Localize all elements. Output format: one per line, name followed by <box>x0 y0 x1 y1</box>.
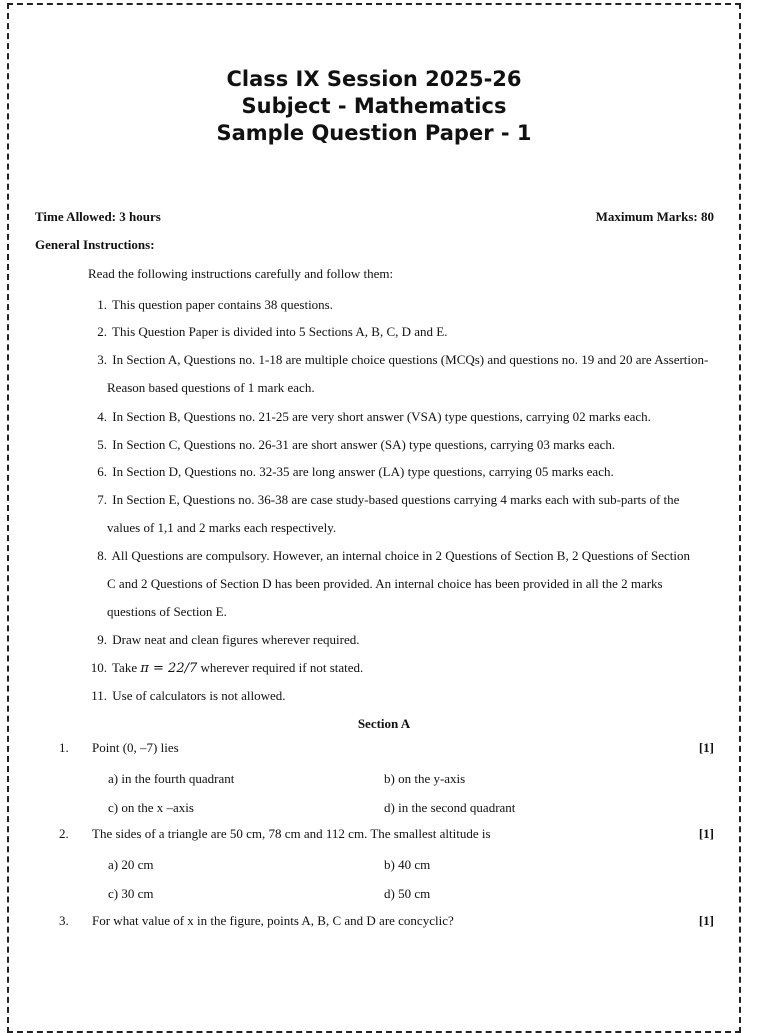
instruction-text: In Section C, Questions no. 26-31 are short answer (SA) type questions, carrying 03 marks each. <box>112 437 616 452</box>
instruction-item <box>93 297 333 313</box>
question-text: Point (0, –7) lies <box>92 740 179 755</box>
instruction-number: 2. <box>97 324 107 339</box>
instruction-item <box>93 632 360 648</box>
question-marks: [1] <box>698 740 714 755</box>
instruction-text-post: wherever required if not stated. <box>197 660 364 675</box>
instruction-continuation: Reason based questions of 1 mark each. <box>107 380 315 395</box>
instruction-number: 3. <box>97 352 107 367</box>
instruction-item <box>93 437 615 453</box>
instruction-text: This Question Paper is divided into 5 Sections A, B, C, D and E. <box>112 324 448 339</box>
instruction-text-pre: Take <box>112 660 141 675</box>
instruction-item <box>93 409 651 425</box>
instruction-item <box>87 660 363 676</box>
question-number: 2. <box>59 826 69 841</box>
option-b: b) 40 cm <box>384 857 431 872</box>
instruction-text: In Section A, Questions no. 1-18 are multiple choice questions (MCQs) and questions no. 19 and 20 are Assertion- <box>112 352 709 367</box>
instruction-text: Draw neat and clean figures wherever required. <box>112 632 360 647</box>
instruction-number: 11. <box>91 688 107 703</box>
question-number: 3. <box>59 913 69 928</box>
time-allowed: Time Allowed: 3 hours <box>35 209 161 224</box>
question-marks: [1] <box>698 826 714 841</box>
instruction-item <box>93 492 679 508</box>
instruction-continuation: C and 2 Questions of Section D has been provided. An internal choice has been provided in all the 2 marks <box>107 576 663 591</box>
option-a: a) in the fourth quadrant <box>108 771 235 786</box>
page-border <box>7 3 741 1033</box>
paper-header <box>0 66 748 147</box>
section-a-title: Section A <box>357 716 411 731</box>
instruction-number: 1. <box>97 297 107 312</box>
question-number: 1. <box>59 740 69 755</box>
instruction-item <box>93 352 708 368</box>
instruction-text: In Section B, Questions no. 21-25 are very short answer (VSA) type questions, carrying 02 marks each. <box>112 409 651 424</box>
paper-title-line3: Sample Question Paper - 1 <box>216 121 532 145</box>
instruction-text: This question paper contains 38 questions. <box>112 297 333 312</box>
option-a: a) 20 cm <box>108 857 154 872</box>
maximum-marks: Maximum Marks: 80 <box>595 209 714 224</box>
instruction-item <box>93 464 614 480</box>
pi-formula: π = 22/7 <box>140 661 198 676</box>
question-marks: [1] <box>698 913 714 928</box>
instruction-text: All Questions are compulsory. However, an internal choice in 2 Questions of Section B, 2 Questions of Section <box>111 548 691 563</box>
question-text: The sides of a triangle are 50 cm, 78 cm and 112 cm. The smallest altitude is <box>92 826 491 841</box>
option-b: b) on the y-axis <box>384 771 466 786</box>
instruction-number: 5. <box>97 437 107 452</box>
instruction-number: 6. <box>97 464 107 479</box>
option-d: d) in the second quadrant <box>384 800 516 815</box>
option-d: d) 50 cm <box>384 886 431 901</box>
instruction-item <box>93 548 690 564</box>
instruction-number: 4. <box>97 409 107 424</box>
instruction-number: 8. <box>97 548 107 563</box>
instruction-text: Use of calculators is not allowed. <box>112 688 286 703</box>
instruction-continuation: values of 1,1 and 2 marks each respectively. <box>107 520 337 535</box>
instruction-number: 7. <box>97 492 107 507</box>
paper-title-line1: Class IX Session 2025-26 <box>226 67 522 91</box>
instruction-item <box>87 688 286 704</box>
instruction-item <box>93 324 447 340</box>
option-c: c) on the x –axis <box>108 800 194 815</box>
question-text: For what value of x in the figure, points A, B, C and D are concyclic? <box>92 913 454 928</box>
option-c: c) 30 cm <box>108 886 154 901</box>
instruction-text: In Section D, Questions no. 32-35 are long answer (LA) type questions, carrying 05 marks each. <box>112 464 614 479</box>
paper-title-line2: Subject - Mathematics <box>241 94 507 118</box>
instructions-heading: General Instructions: <box>35 237 155 252</box>
instruction-number: 10. <box>90 660 107 675</box>
instructions-intro: Read the following instructions carefully and follow them: <box>88 266 394 281</box>
instruction-text: In Section E, Questions no. 36-38 are case study-based questions carrying 4 marks each with sub-parts of the <box>112 492 680 507</box>
instruction-number: 9. <box>97 632 107 647</box>
instruction-continuation: questions of Section E. <box>107 604 227 619</box>
